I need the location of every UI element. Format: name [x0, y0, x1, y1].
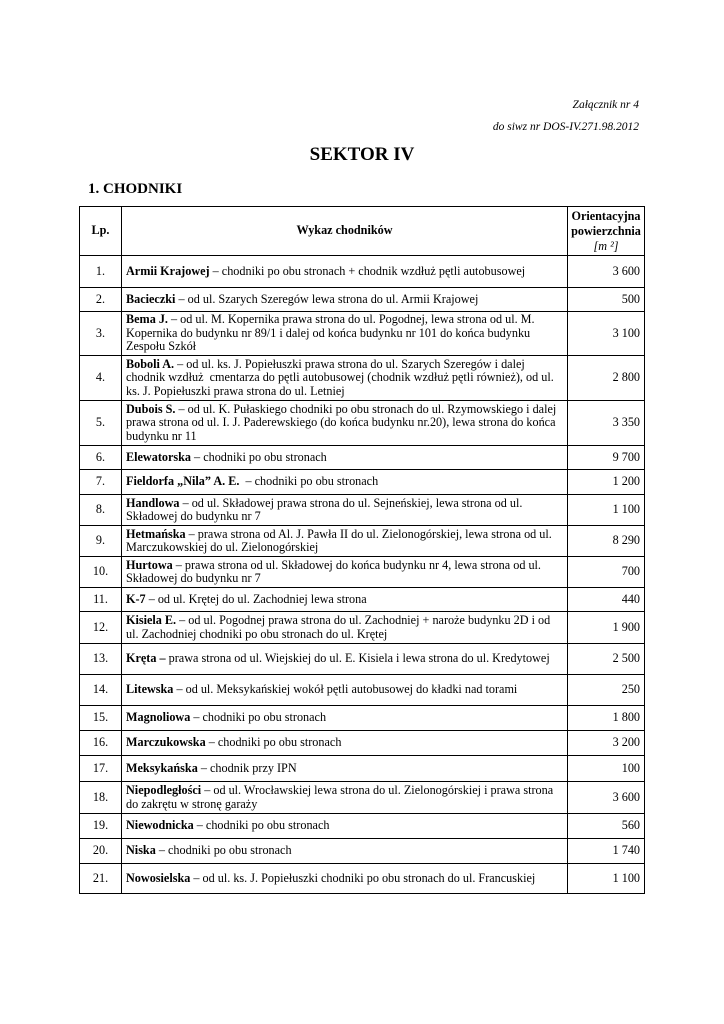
row-number: 1. [80, 256, 122, 288]
row-number: 10. [80, 557, 122, 588]
row-description [122, 495, 568, 526]
row-number: 21. [80, 864, 122, 894]
row-description [122, 706, 568, 731]
row-area: 1 100 [568, 495, 645, 526]
table-row [80, 782, 645, 814]
row-number: 12. [80, 612, 122, 644]
row-description [122, 526, 568, 557]
row-area: 1 740 [568, 839, 645, 864]
table-row [80, 446, 645, 470]
row-description [122, 401, 568, 446]
row-description [122, 588, 568, 612]
street-extent: – chodniki po obu stronach + chodnik wzdłuż pętli autobusowej [209, 263, 526, 278]
row-area: 2 500 [568, 644, 645, 675]
row-number: 16. [80, 731, 122, 756]
row-description [122, 644, 568, 675]
row-area: 100 [568, 756, 645, 782]
row-area: 3 600 [568, 256, 645, 288]
street-name: Marczukowska [126, 735, 206, 750]
table-row [80, 756, 645, 782]
street-name: Fieldorfa „Nila” A. E. [126, 474, 240, 489]
row-area: 1 900 [568, 612, 645, 644]
row-number: 5. [80, 401, 122, 446]
street-extent: – chodniki po obu stronach [205, 735, 342, 750]
row-area: 3 100 [568, 312, 645, 356]
street-extent: – prawa strona od Al. J. Pawła II do ul. Zielonogórskiej, lewa strona od ul. Marczukowskiej do ul. Zielonogórskiej [126, 526, 555, 554]
row-area: 440 [568, 588, 645, 612]
table-row [80, 495, 645, 526]
col-header-area-line2: powierzchnia [571, 223, 641, 238]
page-title: SEKTOR IV [309, 144, 415, 165]
table-row [80, 675, 645, 706]
table-row [80, 731, 645, 756]
row-description [122, 814, 568, 839]
street-name: Nowosielska [126, 870, 191, 885]
street-extent: – chodnik przy IPN [197, 760, 297, 775]
row-area: 8 290 [568, 526, 645, 557]
table-row [80, 839, 645, 864]
table-row [80, 401, 645, 446]
street-name: Litewska [126, 682, 174, 697]
row-description [122, 612, 568, 644]
street-name: Elewatorska [126, 449, 191, 464]
col-header-area [568, 207, 645, 256]
street-extent: – chodniki po obu stronach [155, 843, 292, 858]
row-area: 2 800 [568, 356, 645, 401]
street-extent: – chodniki po obu stronach [193, 818, 330, 833]
table-row [80, 470, 645, 495]
table-row [80, 312, 645, 356]
table-row [80, 644, 645, 675]
row-area: 700 [568, 557, 645, 588]
row-number: 8. [80, 495, 122, 526]
row-number: 2. [80, 288, 122, 312]
row-number: 6. [80, 446, 122, 470]
street-name: K-7 [126, 591, 146, 606]
row-number: 19. [80, 814, 122, 839]
street-name: Handlowa [126, 495, 180, 510]
street-extent: – od ul. K. Pułaskiego chodniki po obu stronach do ul. Rzymowskiego i dalej prawa strona od ul. I. J. Paderewskiego (do końca budynku nr.20), lewa strona do końca budynku nr 11 [126, 401, 560, 443]
row-description [122, 756, 568, 782]
street-extent: – od ul. M. Kopernika prawa strona do ul. Pogodnej, lewa strona od ul. M. Kopernika do budynku nr 89/1 i dalej od końca budynku nr 101 do końca budynku Zespołu Szkół [126, 312, 538, 354]
table-header-row [80, 207, 645, 256]
col-header-desc: Wykaz chodników [122, 207, 568, 256]
table-row [80, 864, 645, 894]
row-number: 3. [80, 312, 122, 356]
street-name: Armii Krajowej [126, 263, 210, 278]
sidewalk-table [79, 206, 645, 894]
street-name: Bema J. [126, 312, 168, 327]
row-area: 250 [568, 675, 645, 706]
table-row [80, 612, 645, 644]
row-number: 20. [80, 839, 122, 864]
street-name: Kisiela E. [126, 613, 177, 628]
row-area: 500 [568, 288, 645, 312]
row-number: 15. [80, 706, 122, 731]
street-extent: – od ul. Szarych Szeregów lewa strona do ul. Armii Krajowej [175, 291, 479, 306]
row-description [122, 446, 568, 470]
street-name: Niewodnicka [126, 818, 194, 833]
row-number: 7. [80, 470, 122, 495]
row-area: 1 800 [568, 706, 645, 731]
col-header-lp: Lp. [80, 207, 122, 256]
street-name: Hetmańska [126, 526, 186, 541]
street-extent: – prawa strona od ul. Składowej do końca budynku nr 4, lewa strona od ul. Składowej do budynku nr 7 [126, 557, 545, 585]
section-heading: 1. CHODNIKI [88, 181, 183, 197]
row-number: 14. [80, 675, 122, 706]
street-name: Bacieczki [126, 291, 176, 306]
street-name: Boboli A. [126, 356, 175, 371]
street-extent: – chodniki po obu stronach [191, 449, 327, 464]
street-extent: – chodniki po obu stronach [239, 474, 379, 489]
street-extent: – od ul. Wrocławskiej lewa strona do ul. Zielonogórskiej i prawa strona do zakrętu w stronę garaży [126, 783, 557, 811]
row-area: 3 200 [568, 731, 645, 756]
table-body [80, 256, 645, 894]
col-header-area-unit: [m ²] [593, 238, 619, 253]
table-row [80, 256, 645, 288]
row-area: 1 100 [568, 864, 645, 894]
row-number: 9. [80, 526, 122, 557]
street-extent: – od ul. Składowej prawa strona do ul. Sejneńskiej, lewa strona od ul. Składowej do budynku nr 7 [126, 495, 526, 523]
table-row [80, 557, 645, 588]
row-area: 9 700 [568, 446, 645, 470]
street-name: Dubois S. [126, 401, 176, 416]
row-description [122, 839, 568, 864]
row-description [122, 864, 568, 894]
attachment-number: Załącznik nr 4 [572, 99, 639, 111]
row-number: 4. [80, 356, 122, 401]
row-description [122, 256, 568, 288]
row-description [122, 470, 568, 495]
street-extent: prawa strona od ul. Wiejskiej do ul. E. Kisiela i lewa strona do ul. Kredytowej [165, 651, 550, 666]
street-extent: – chodniki po obu stronach [190, 710, 327, 725]
row-description [122, 675, 568, 706]
street-name: Meksykańska [126, 760, 198, 775]
street-name: Kręta – [126, 651, 166, 666]
table-row [80, 814, 645, 839]
table-row [80, 288, 645, 312]
table-row [80, 526, 645, 557]
row-description [122, 782, 568, 814]
row-number: 13. [80, 644, 122, 675]
street-name: Magnoliowa [126, 710, 191, 725]
row-description [122, 731, 568, 756]
row-number: 18. [80, 782, 122, 814]
street-extent: – od ul. ks. J. Popiełuszki chodniki po obu stronach do ul. Francuskiej [190, 870, 536, 885]
reference-number: do siwz nr DOS-IV.271.98.2012 [492, 121, 639, 133]
row-description [122, 557, 568, 588]
street-name: Niska [126, 843, 156, 858]
row-description [122, 356, 568, 401]
street-name: Hurtowa [126, 557, 173, 572]
row-area: 1 200 [568, 470, 645, 495]
street-extent: – od ul. ks. J. Popiełuszki prawa strona do ul. Szarych Szeregów i dalej chodnik wzdłuż cmentarza do pętli autobusowej (chodnik wzdłuż pętli również), od ul. ks. J. Popiełuszki prawa strona do ul. Letniej [126, 356, 557, 398]
row-description [122, 312, 568, 356]
street-name: Niepodległości [126, 783, 202, 798]
table-row [80, 706, 645, 731]
street-extent: – od ul. Meksykańskiej wokół pętli autobusowej do kładki nad torami [173, 682, 518, 697]
row-number: 11. [80, 588, 122, 612]
street-extent: – od ul. Krętej do ul. Zachodniej lewa strona [145, 591, 367, 606]
row-area: 560 [568, 814, 645, 839]
street-extent: – od ul. Pogodnej prawa strona do ul. Zachodniej + naroże budynku 2D i od ul. Zachodniej chodniki po obu stronach do ul. Krętej [126, 613, 554, 641]
row-description [122, 288, 568, 312]
col-header-area-line1: Orientacyjna [571, 208, 641, 223]
table-row [80, 588, 645, 612]
row-number: 17. [80, 756, 122, 782]
row-area: 3 350 [568, 401, 645, 446]
table-row [80, 356, 645, 401]
row-area: 3 600 [568, 782, 645, 814]
